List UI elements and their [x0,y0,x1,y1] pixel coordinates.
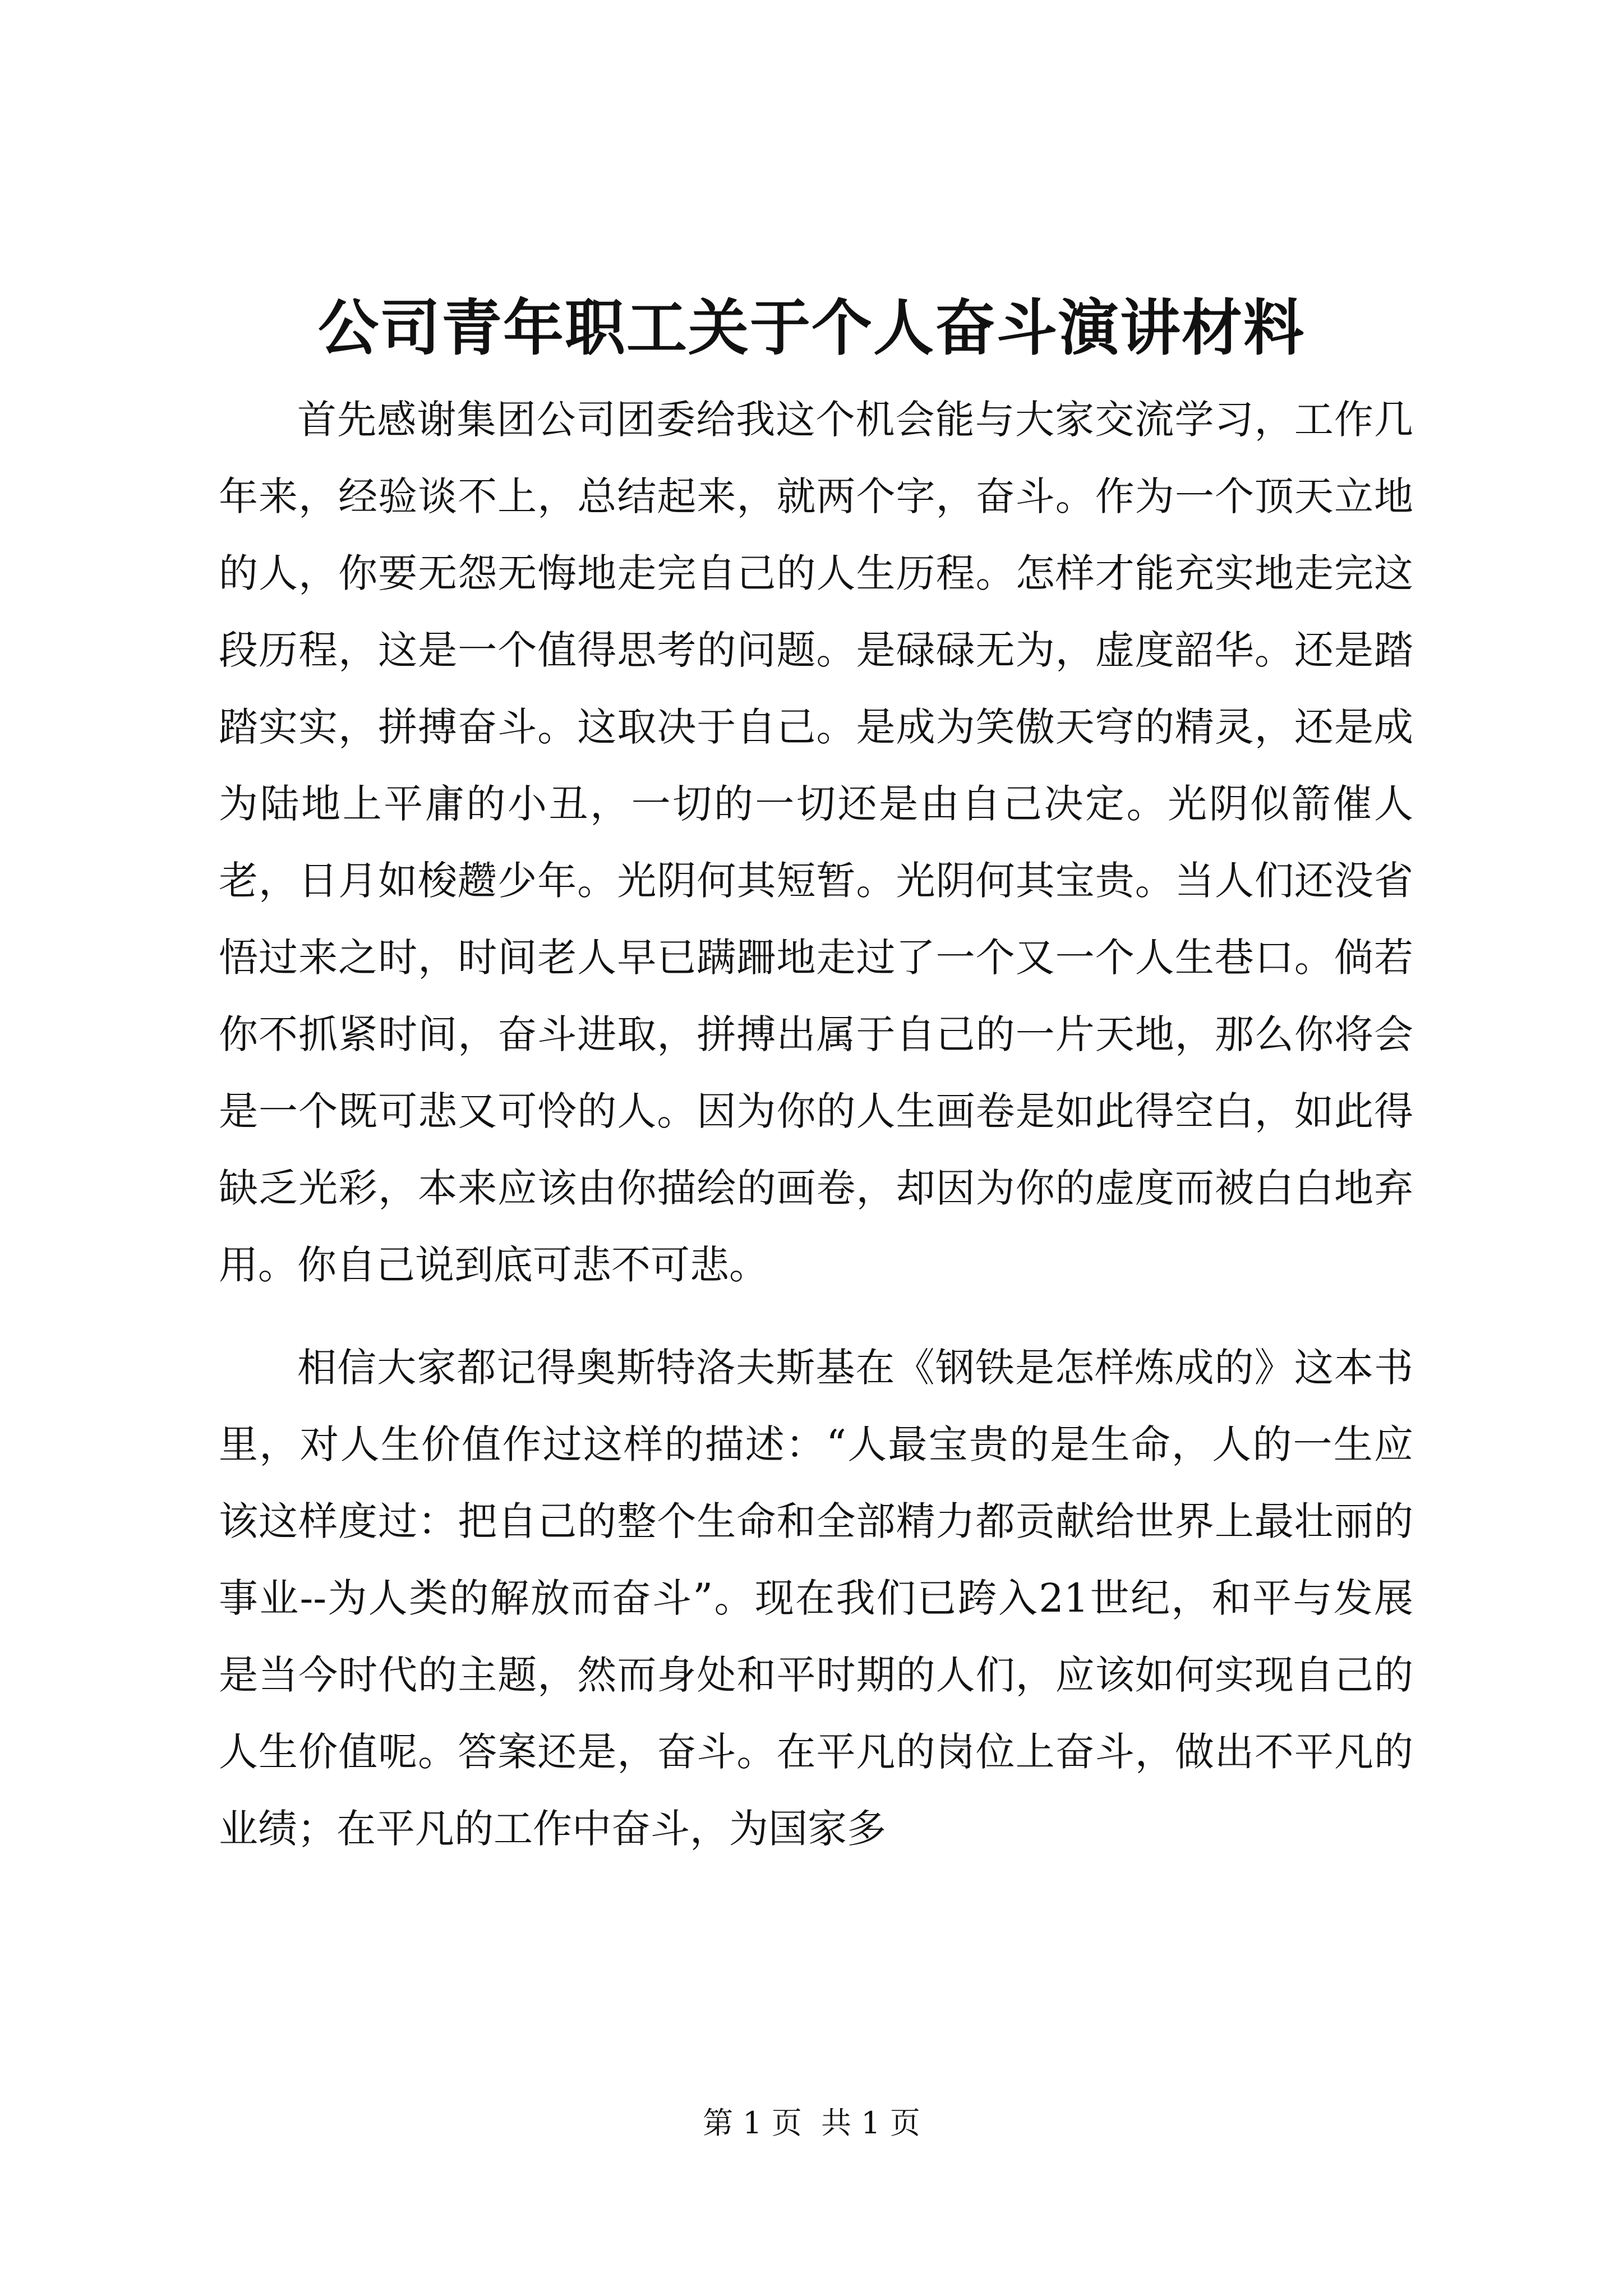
document-title: 公司青年职工关于个人奋斗演讲材料 [317,293,1305,364]
paragraph-1: 首先感谢集团公司团委给我这个机会能与大家交流学习，工作几年来，经验谈不上，总结起来，就两个字，奋斗。作为一个顶天立地的人，你要无怨无悔地走完自己的人生历程。怎样才能充实地走完这段历程，这是一个值得思考的问题。是碌碌无为，虚度韶华。还是踏踏实实，拼搏奋斗。这取决于自己。是成为笑傲天穹的精灵，还是成为陆地上平庸的小丑，一切的一切还是由自己决定。光阴似箭催人老，日月如梭趱少年。光阴何其短暂。光阴何其宝贵。当人们还没省悟过来之时，时间老人早已蹒跚地走过了一个又一个人生巷口。倘若你不抓紧时间，奋斗进取，拼搏出属于自己的一片天地，那么你将会是一个既可悲又可怜的人。因为你的人生画卷是如此得空白，如此得缺乏光彩，本来应该由你描绘的画卷，却因为你的虚度而被白白地弃用。你自己说到底可悲不可悲。 [219,397,1413,1288]
page-number-label: 第 1 页 共 1 页 [703,2105,920,2141]
paragraph-2: 相信大家都记得奥斯特洛夫斯基在《钢铁是怎样炼成的》这本书里，对人生价值作过这样的描述：“人最宝贵的是生命，人的一生应该这样度过：把自己的整个生命和全部精力都贡献给世界上最壮丽的事业--为人类的解放而奋斗”。现在我们已跨入21世纪，和平与发展是当今时代的主题，然而身处和平时期的人们，应该如何实现自己的人生价值呢。答案还是，奋斗。在平凡的岗位上奋斗，做出不平凡的业绩；在平凡的工作中奋斗，为国家多 [219,1345,1413,1852]
page-footer [0,2101,1623,2146]
document-body [219,381,1413,1867]
